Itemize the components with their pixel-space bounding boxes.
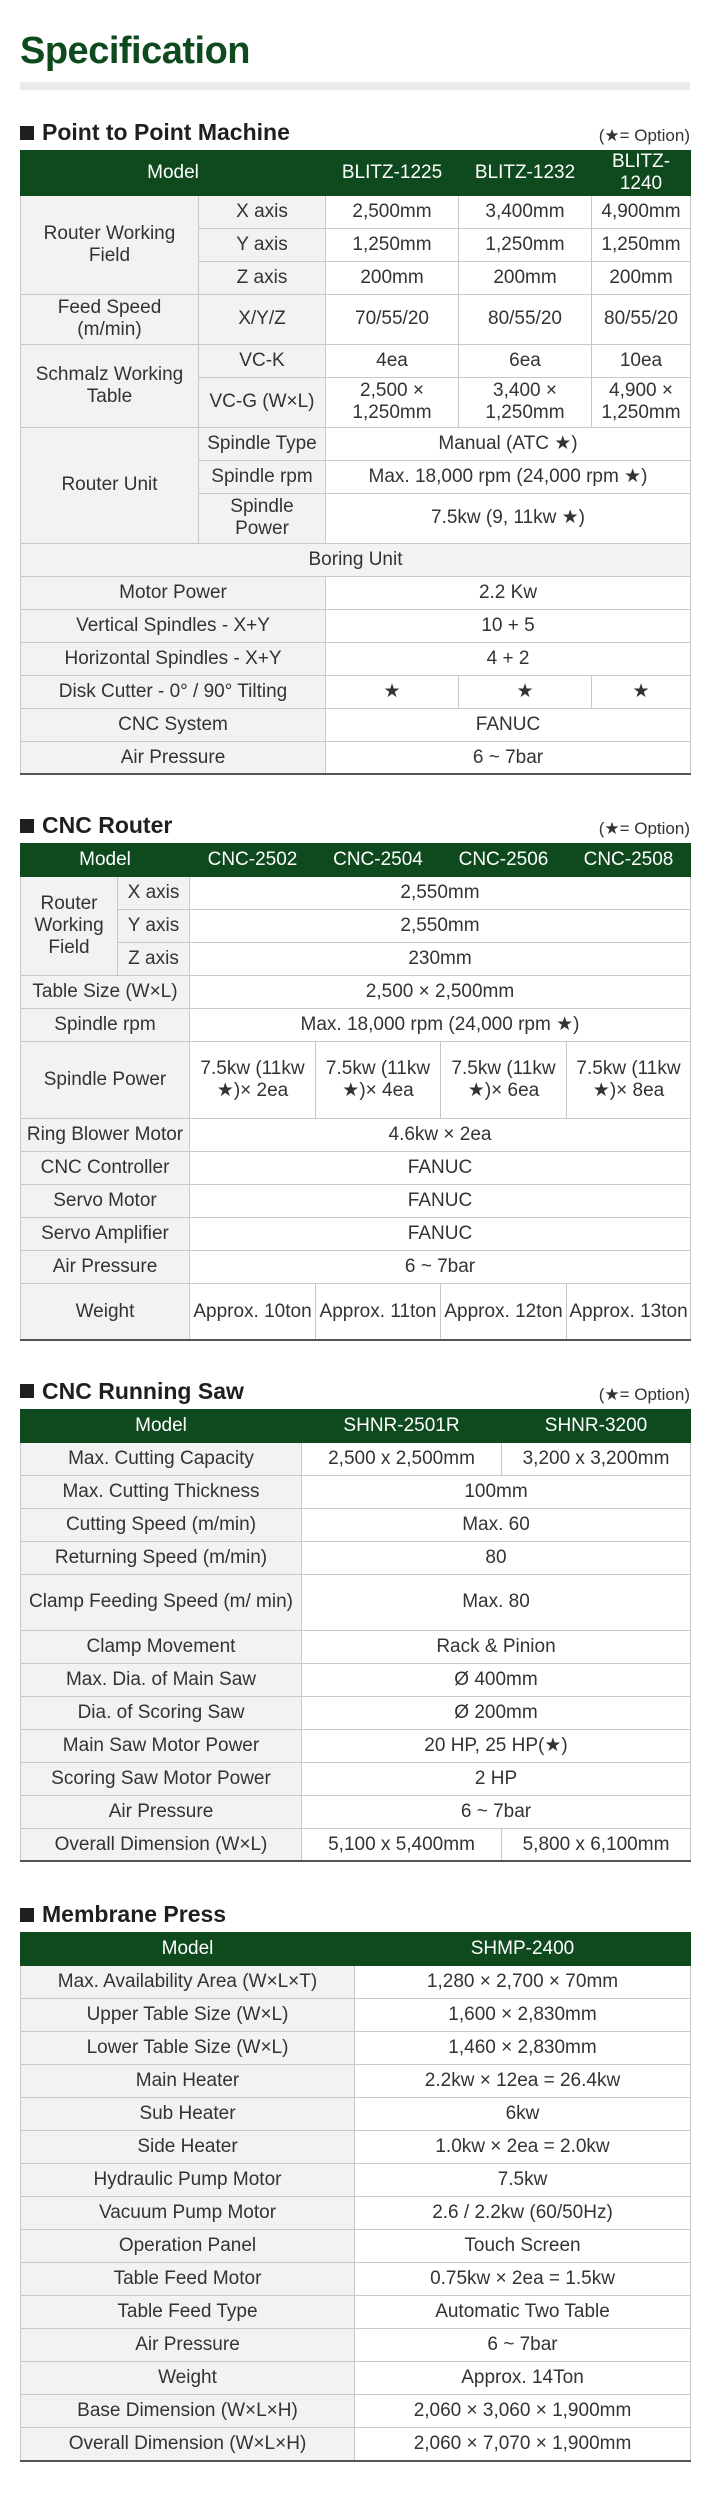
sub-label: Z axis xyxy=(118,943,190,976)
section-title-wrap xyxy=(20,119,290,146)
table-row xyxy=(21,1630,691,1663)
header-model: Model xyxy=(21,844,190,877)
star-icon: ★ xyxy=(459,675,592,708)
table-header-row xyxy=(21,151,691,196)
row-label: CNC Controller xyxy=(21,1152,190,1185)
row-label: Main Heater xyxy=(21,2065,355,2098)
table-row xyxy=(21,1999,691,2032)
cell: 7.5kw (11kw ★)× 8ea xyxy=(567,1042,691,1119)
square-bullet-icon xyxy=(20,819,34,833)
row-label: Motor Power xyxy=(21,576,326,609)
row-label: Table Feed Motor xyxy=(21,2263,355,2296)
sub-label: Spindle rpm xyxy=(199,460,326,493)
section-cnc-running-saw xyxy=(20,1369,690,1863)
sub-label: X/Y/Z xyxy=(199,294,326,344)
cell: 200mm xyxy=(326,261,459,294)
cell: 70/55/20 xyxy=(326,294,459,344)
cell: 230mm xyxy=(190,943,691,976)
cell: 3,200 x 3,200mm xyxy=(502,1442,691,1475)
section-header xyxy=(20,1892,690,1928)
star-icon: ★ xyxy=(326,675,459,708)
row-label: Dia. of Scoring Saw xyxy=(21,1696,302,1729)
table-row xyxy=(21,2362,691,2395)
table-row xyxy=(21,1828,691,1861)
table-row xyxy=(21,2164,691,2197)
header-blitz-1225: BLITZ-1225 xyxy=(326,151,459,196)
table-row xyxy=(21,741,691,774)
cell: 7.5kw (11kw ★)× 2ea xyxy=(190,1042,316,1119)
header-shnr-3200: SHNR-3200 xyxy=(502,1409,691,1442)
section-header xyxy=(20,803,690,839)
cell: 1.0kw × 2ea = 2.0kw xyxy=(355,2131,691,2164)
table-row xyxy=(21,2395,691,2428)
table-row xyxy=(21,1696,691,1729)
header-shmp-2400: SHMP-2400 xyxy=(355,1933,691,1966)
row-label: Overall Dimension (W×L) xyxy=(21,1828,302,1861)
cell: 2 HP xyxy=(302,1762,691,1795)
row-label: Vertical Spindles - X+Y xyxy=(21,609,326,642)
table-row xyxy=(21,2065,691,2098)
cell: Max. 18,000 rpm (24,000 rpm ★) xyxy=(190,1009,691,1042)
cell: 6kw xyxy=(355,2098,691,2131)
cell: 2,550mm xyxy=(190,877,691,910)
row-label: Base Dimension (W×L×H) xyxy=(21,2395,355,2428)
cell: 1,460 × 2,830mm xyxy=(355,2032,691,2065)
cell: 2,060 × 3,060 × 1,900mm xyxy=(355,2395,691,2428)
table-row xyxy=(21,2230,691,2263)
row-label: Operation Panel xyxy=(21,2230,355,2263)
cell: FANUC xyxy=(326,708,691,741)
cell: 7.5kw xyxy=(355,2164,691,2197)
cell: 10 + 5 xyxy=(326,609,691,642)
row-label: Sub Heater xyxy=(21,2098,355,2131)
row-label: Overall Dimension (W×L×H) xyxy=(21,2428,355,2461)
table-row xyxy=(21,1729,691,1762)
cell: Ø 200mm xyxy=(302,1696,691,1729)
cell: 1,280 × 2,700 × 70mm xyxy=(355,1966,691,1999)
cell: 6 ~ 7bar xyxy=(302,1795,691,1828)
section-title: CNC Running Saw xyxy=(42,1377,244,1404)
row-label: Router Unit xyxy=(21,427,199,543)
row-label: Lower Table Size (W×L) xyxy=(21,2032,355,2065)
header-model: Model xyxy=(21,1933,355,1966)
header-shnr-2501r: SHNR-2501R xyxy=(302,1409,502,1442)
cell: 1,600 × 2,830mm xyxy=(355,1999,691,2032)
cell: Approx. 13ton xyxy=(567,1284,691,1340)
square-bullet-icon xyxy=(20,1908,34,1922)
sub-label: Spindle Type xyxy=(199,427,326,460)
cell: 80/55/20 xyxy=(592,294,691,344)
row-label: Cutting Speed (m/min) xyxy=(21,1508,302,1541)
table-row xyxy=(21,2032,691,2065)
cell: 2,500 × 2,500mm xyxy=(190,976,691,1009)
row-label: Air Pressure xyxy=(21,741,326,774)
table-row xyxy=(21,642,691,675)
table-header-row xyxy=(21,1409,691,1442)
star-icon: ★ xyxy=(592,675,691,708)
cell: 1,250mm xyxy=(326,228,459,261)
row-label: Returning Speed (m/min) xyxy=(21,1541,302,1574)
row-label: Clamp Feeding Speed (m/ min) xyxy=(21,1574,302,1630)
table-row xyxy=(21,1966,691,1999)
table-row xyxy=(21,1218,691,1251)
cell: 3,400 × 1,250mm xyxy=(459,377,592,427)
table-row xyxy=(21,543,691,576)
sub-label: Y axis xyxy=(199,228,326,261)
row-label: Max. Cutting Thickness xyxy=(21,1475,302,1508)
row-label: Max. Dia. of Main Saw xyxy=(21,1663,302,1696)
cell: 2,500 × 1,250mm xyxy=(326,377,459,427)
cell: Touch Screen xyxy=(355,2230,691,2263)
table-row xyxy=(21,2197,691,2230)
cell: Automatic Two Table xyxy=(355,2296,691,2329)
cell: 6 ~ 7bar xyxy=(355,2329,691,2362)
row-label: Upper Table Size (W×L) xyxy=(21,1999,355,2032)
table-row xyxy=(21,675,691,708)
cell: 5,100 x 5,400mm xyxy=(302,1828,502,1861)
cell: 6 ~ 7bar xyxy=(190,1251,691,1284)
cell: 1,250mm xyxy=(592,228,691,261)
row-label: Spindle rpm xyxy=(21,1009,190,1042)
table-row xyxy=(21,1574,691,1630)
table-row xyxy=(21,1042,691,1119)
cell: 80 xyxy=(302,1541,691,1574)
section-title-wrap xyxy=(20,812,172,839)
row-label: Servo Motor xyxy=(21,1185,190,1218)
row-label: Ring Blower Motor xyxy=(21,1119,190,1152)
table-row xyxy=(21,1762,691,1795)
header-cnc-2504: CNC-2504 xyxy=(316,844,441,877)
option-note: (★= Option) xyxy=(598,819,690,839)
table-row xyxy=(21,1284,691,1340)
cell: 2.2 Kw xyxy=(326,576,691,609)
header-model: Model xyxy=(21,1409,302,1442)
cell: 80/55/20 xyxy=(459,294,592,344)
sub-label: Y axis xyxy=(118,910,190,943)
table-row xyxy=(21,976,691,1009)
table-row xyxy=(21,1152,691,1185)
table-row xyxy=(21,2296,691,2329)
cell: Approx. 10ton xyxy=(190,1284,316,1340)
cell: FANUC xyxy=(190,1218,691,1251)
spec-table-p2p xyxy=(20,150,691,775)
section-cnc-router xyxy=(20,803,690,1341)
section-title: Membrane Press xyxy=(42,1901,227,1928)
cell: FANUC xyxy=(190,1185,691,1218)
table-row xyxy=(21,427,691,460)
cell: 2,500 x 2,500mm xyxy=(302,1442,502,1475)
cell: 7.5kw (11kw ★)× 6ea xyxy=(441,1042,567,1119)
table-row xyxy=(21,1475,691,1508)
cell: 4,900 × 1,250mm xyxy=(592,377,691,427)
row-label: Max. Availability Area (W×L×T) xyxy=(21,1966,355,1999)
section-point-to-point xyxy=(20,110,690,775)
table-header-row xyxy=(21,1933,691,1966)
cell: 7.5kw (11kw ★)× 4ea xyxy=(316,1042,441,1119)
cell: Approx. 11ton xyxy=(316,1284,441,1340)
cell: Ø 400mm xyxy=(302,1663,691,1696)
subsection-label: Boring Unit xyxy=(21,543,691,576)
cell: 2,500mm xyxy=(326,195,459,228)
row-label: Horizontal Spindles - X+Y xyxy=(21,642,326,675)
table-row xyxy=(21,1663,691,1696)
row-label: Table Size (W×L) xyxy=(21,976,190,1009)
cell: 1,250mm xyxy=(459,228,592,261)
table-row xyxy=(21,2329,691,2362)
row-label: Router Working Field xyxy=(21,877,118,976)
sub-label: Z axis xyxy=(199,261,326,294)
row-label: Weight xyxy=(21,1284,190,1340)
cell: 2,550mm xyxy=(190,910,691,943)
page-title: Specification xyxy=(20,30,250,72)
cell: 4ea xyxy=(326,344,459,377)
cell: FANUC xyxy=(190,1152,691,1185)
cell: 100mm xyxy=(302,1475,691,1508)
header-blitz-1240: BLITZ-1240 xyxy=(592,151,691,196)
cell: 6ea xyxy=(459,344,592,377)
cell: Approx. 12ton xyxy=(441,1284,567,1340)
table-row xyxy=(21,1119,691,1152)
row-label: Feed Speed (m/min) xyxy=(21,294,199,344)
row-label: Air Pressure xyxy=(21,1795,302,1828)
cell: Max. 60 xyxy=(302,1508,691,1541)
header-model: Model xyxy=(21,151,326,196)
cell: 0.75kw × 2ea = 1.5kw xyxy=(355,2263,691,2296)
sub-label: VC-K xyxy=(199,344,326,377)
row-label: Air Pressure xyxy=(21,2329,355,2362)
cell: 4.6kw × 2ea xyxy=(190,1119,691,1152)
cell: 6 ~ 7bar xyxy=(326,741,691,774)
table-row xyxy=(21,1442,691,1475)
header-cnc-2502: CNC-2502 xyxy=(190,844,316,877)
table-row xyxy=(21,2131,691,2164)
sub-label: X axis xyxy=(118,877,190,910)
section-title: Point to Point Machine xyxy=(42,119,290,145)
section-header xyxy=(20,1369,690,1405)
row-label: Scoring Saw Motor Power xyxy=(21,1762,302,1795)
spec-table-saw xyxy=(20,1409,691,1863)
table-row xyxy=(21,877,691,910)
spec-table-cnc xyxy=(20,843,691,1341)
cell: 10ea xyxy=(592,344,691,377)
row-label: Air Pressure xyxy=(21,1251,190,1284)
row-label: Weight xyxy=(21,2362,355,2395)
cell: 2,060 × 7,070 × 1,900mm xyxy=(355,2428,691,2461)
table-row xyxy=(21,910,691,943)
cell: 7.5kw (9, 11kw ★) xyxy=(326,493,691,543)
cell: 2.2kw × 12ea = 26.4kw xyxy=(355,2065,691,2098)
table-row xyxy=(21,195,691,228)
title-divider xyxy=(20,82,690,90)
table-header-row xyxy=(21,844,691,877)
table-row xyxy=(21,1795,691,1828)
option-note: (★= Option) xyxy=(598,126,690,145)
table-row xyxy=(21,344,691,377)
section-title-wrap xyxy=(20,1378,244,1405)
table-row xyxy=(21,1508,691,1541)
section-title: CNC Router xyxy=(42,812,173,839)
sub-label: X axis xyxy=(199,195,326,228)
table-row xyxy=(21,1009,691,1042)
table-row xyxy=(21,1541,691,1574)
row-label: Vacuum Pump Motor xyxy=(21,2197,355,2230)
row-label: Servo Amplifier xyxy=(21,1218,190,1251)
cell: 200mm xyxy=(592,261,691,294)
section-membrane-press xyxy=(20,1892,690,2462)
row-label: Disk Cutter - 0° / 90° Tilting xyxy=(21,675,326,708)
cell: 4,900mm xyxy=(592,195,691,228)
row-label: Schmalz Working Table xyxy=(21,344,199,427)
header-cnc-2508: CNC-2508 xyxy=(567,844,691,877)
square-bullet-icon xyxy=(20,1384,34,1398)
header-blitz-1232: BLITZ-1232 xyxy=(459,151,592,196)
sub-label: Spindle Power xyxy=(199,493,326,543)
cell: Rack & Pinion xyxy=(302,1630,691,1663)
row-label: CNC System xyxy=(21,708,326,741)
table-row xyxy=(21,943,691,976)
row-label: Spindle Power xyxy=(21,1042,190,1119)
sub-label: VC-G (W×L) xyxy=(199,377,326,427)
table-row xyxy=(21,1185,691,1218)
table-row xyxy=(21,609,691,642)
row-label: Main Saw Motor Power xyxy=(21,1729,302,1762)
table-row xyxy=(21,576,691,609)
cell: 3,400mm xyxy=(459,195,592,228)
cell: Manual (ATC ★) xyxy=(326,427,691,460)
cell: 2.6 / 2.2kw (60/50Hz) xyxy=(355,2197,691,2230)
cell: 4 + 2 xyxy=(326,642,691,675)
header-cnc-2506: CNC-2506 xyxy=(441,844,567,877)
cell: Max. 80 xyxy=(302,1574,691,1630)
cell: Approx. 14Ton xyxy=(355,2362,691,2395)
table-row xyxy=(21,2263,691,2296)
cell: 20 HP, 25 HP(★) xyxy=(302,1729,691,1762)
cell: 200mm xyxy=(459,261,592,294)
table-row xyxy=(21,708,691,741)
row-label: Router Working Field xyxy=(21,195,199,294)
row-label: Table Feed Type xyxy=(21,2296,355,2329)
table-row xyxy=(21,2428,691,2461)
row-label: Max. Cutting Capacity xyxy=(21,1442,302,1475)
table-row xyxy=(21,294,691,344)
row-label: Hydraulic Pump Motor xyxy=(21,2164,355,2197)
cell: Max. 18,000 rpm (24,000 rpm ★) xyxy=(326,460,691,493)
option-note: (★= Option) xyxy=(598,1384,690,1404)
spec-table-press xyxy=(20,1932,691,2462)
table-row xyxy=(21,1251,691,1284)
table-row xyxy=(21,2098,691,2131)
row-label: Clamp Movement xyxy=(21,1630,302,1663)
cell: 5,800 x 6,100mm xyxy=(502,1828,691,1861)
section-header xyxy=(20,110,690,146)
square-bullet-icon xyxy=(20,126,34,140)
section-title-wrap xyxy=(20,1901,226,1928)
row-label: Side Heater xyxy=(21,2131,355,2164)
